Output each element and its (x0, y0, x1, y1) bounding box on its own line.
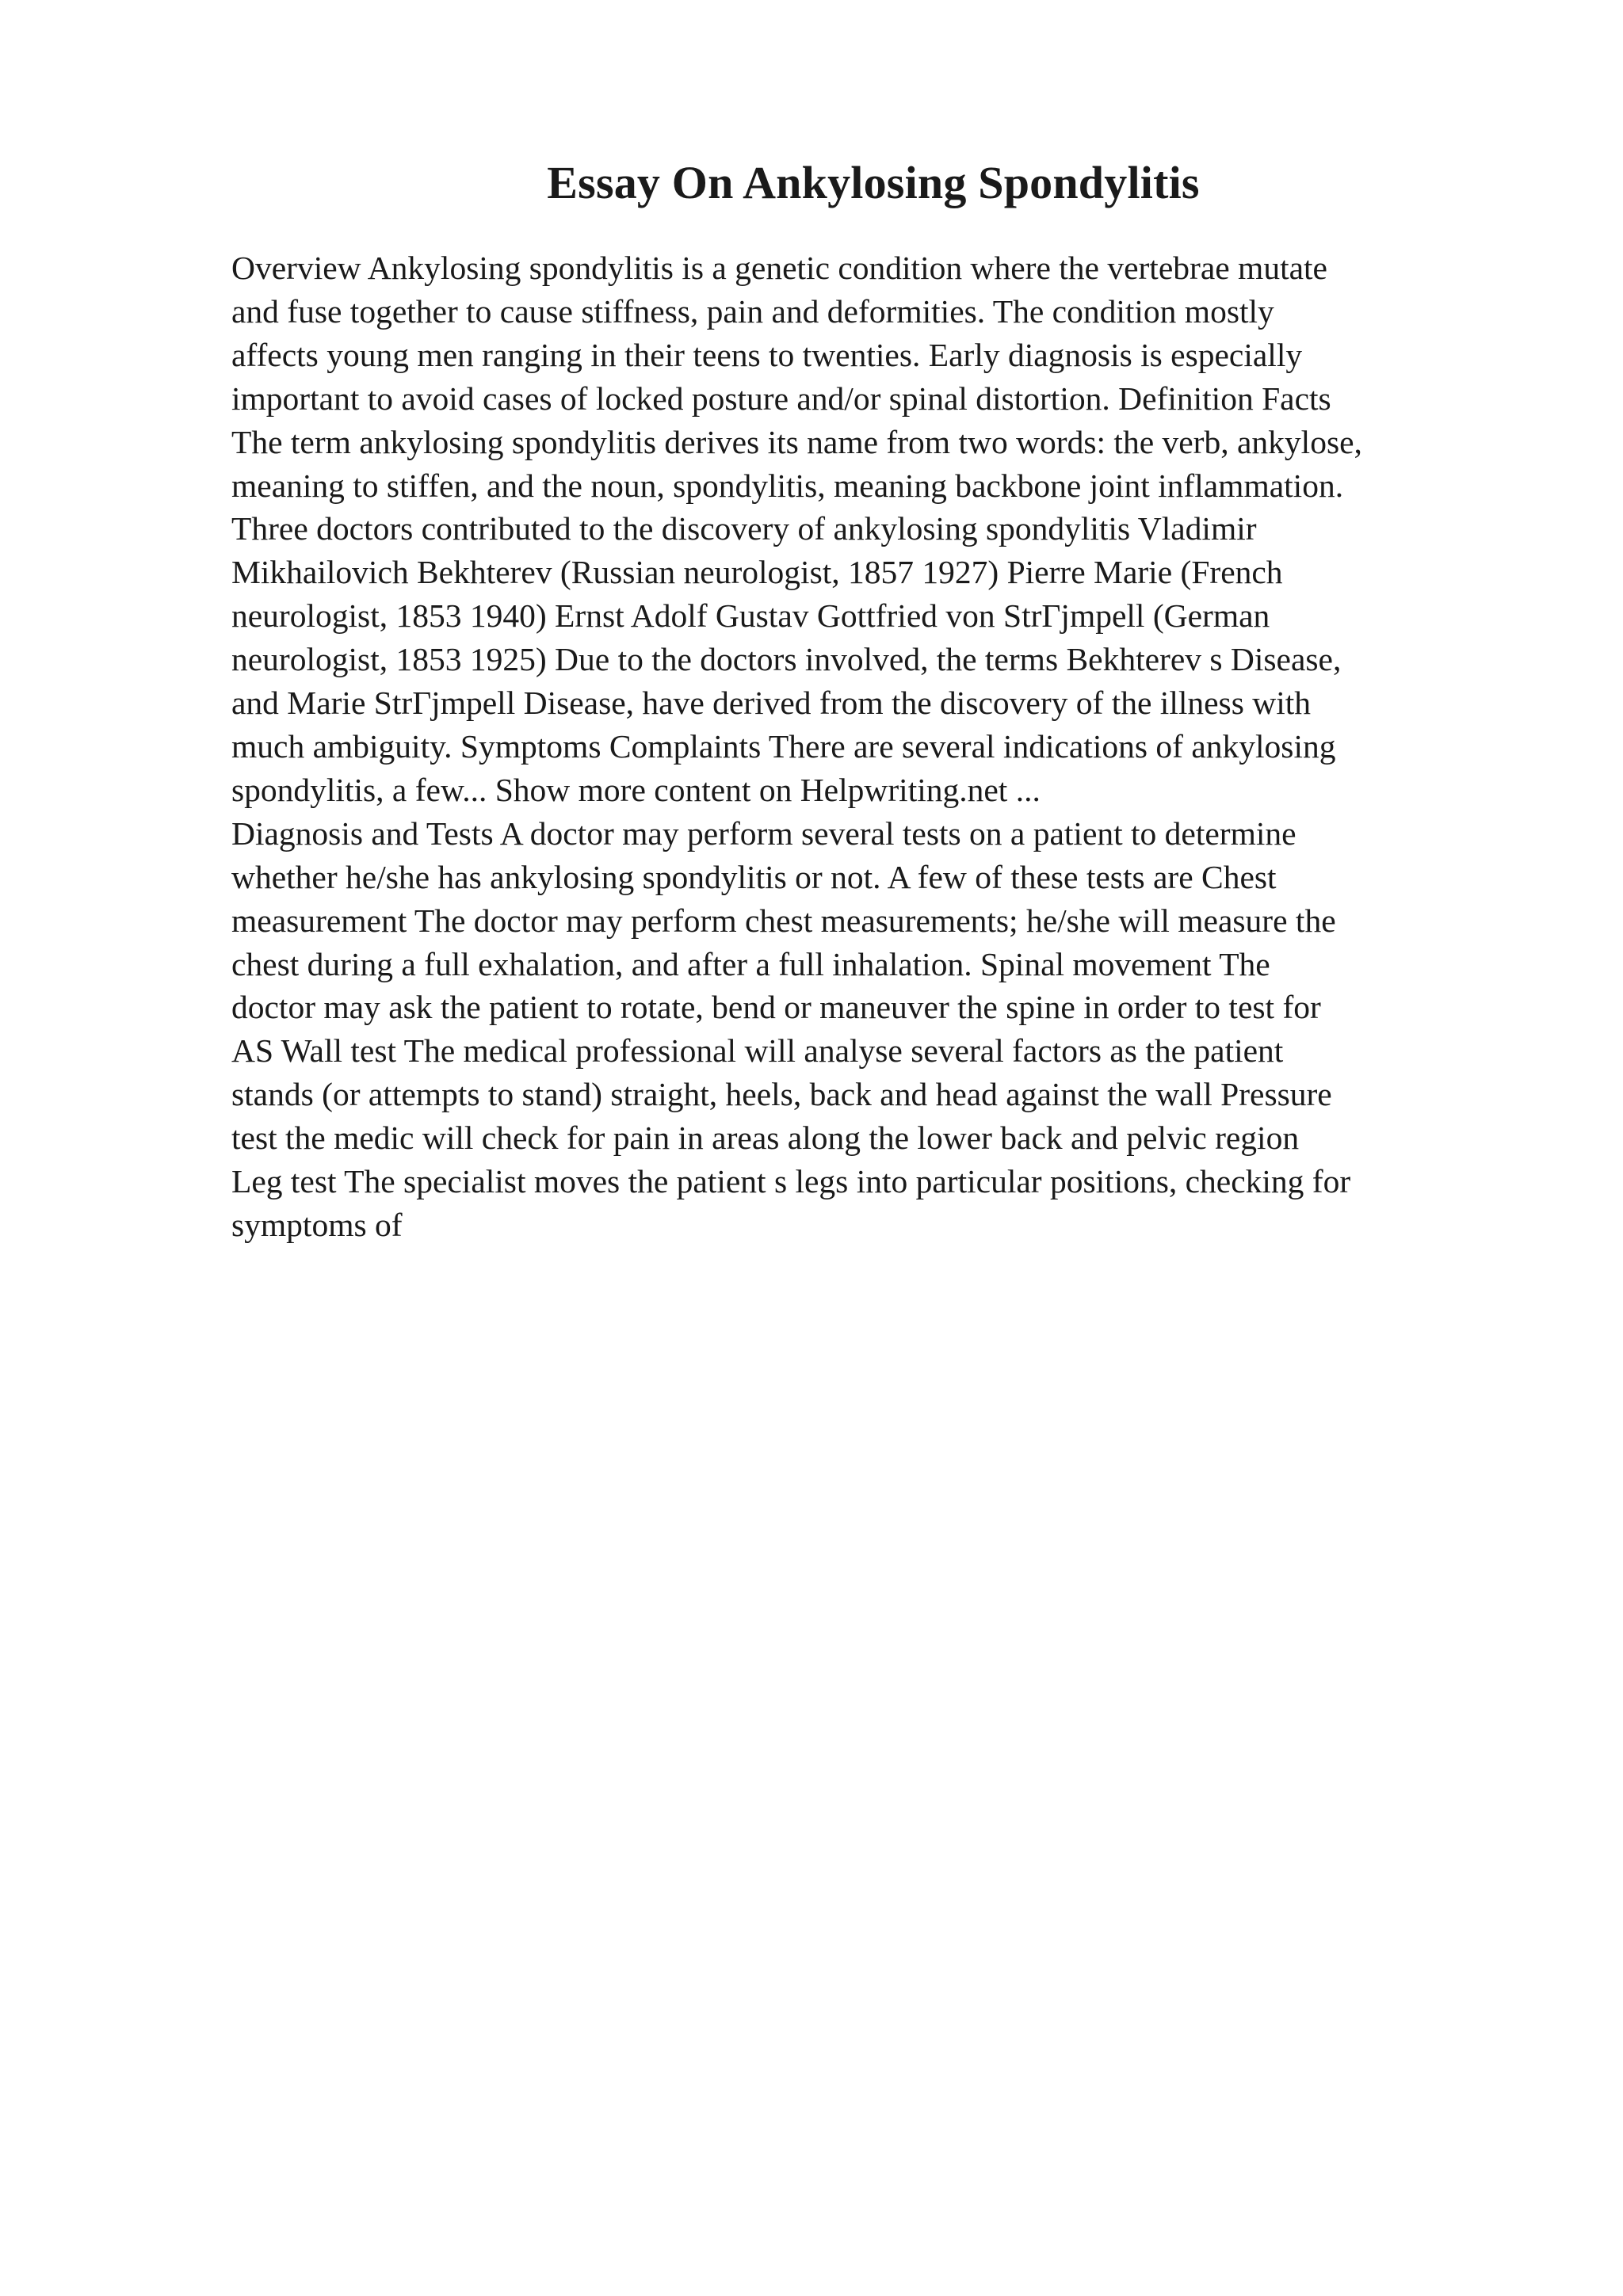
text-line: and Marie StrГjmpell Disease, have derived from the discovery of the illness with (231, 685, 1312, 722)
text-line: affects young men ranging in their teens to twenties. Early diagnosis is especially (231, 336, 1303, 373)
text-line: and fuse together to cause stiffness, pain and deformities. The condition mostly (231, 292, 1274, 330)
text-line: important to avoid cases of locked posture and/or spinal distortion. Definition Facts (231, 379, 1331, 417)
text-line: The term ankylosing spondylitis derives its name from two words: the verb, ankylose, (231, 423, 1362, 460)
text-line: doctor may ask the patient to rotate, bend or maneuver the spine in order to test for (231, 989, 1321, 1026)
text-line: test the medic will check for pain in areas along the lower back and pelvic region (231, 1119, 1300, 1157)
document-body (231, 246, 1531, 1247)
text-line: measurement The doctor may perform chest measurements; he/she will measure the (231, 902, 1336, 939)
text-line: chest during a full exhalation, and after a full inhalation. Spinal movement The (231, 945, 1270, 982)
text-line: Three doctors contributed to the discovery of ankylosing spondylitis Vladimir (231, 510, 1257, 547)
text-line: AS Wall test The medical professional will analyse several factors as the patient (231, 1032, 1284, 1070)
document-title: Essay On Ankylosing Spondylitis (547, 157, 1200, 208)
text-line: Mikhailovich Bekhterev (Russian neurologist, 1857 1927) Pierre Marie (French (231, 554, 1283, 591)
text-line: much ambiguity. Symptoms Complaints There are several indications of ankylosing (231, 727, 1336, 765)
text-line: neurologist, 1853 1940) Ernst Adolf Gustav Gottfried von StrГjmpell (German (231, 597, 1270, 635)
text-line: Diagnosis and Tests A doctor may perform several tests on a patient to determine (231, 814, 1296, 852)
text-line: stands (or attempts to stand) straight, heels, back and head against the wall Pressure (231, 1076, 1332, 1113)
text-line: Leg test The specialist moves the patient s legs into particular positions, checking for (231, 1163, 1351, 1200)
text-line: symptoms of (231, 1206, 403, 1243)
text-line: neurologist, 1853 1925) Due to the doctors involved, the terms Bekhterev s Disease, (231, 641, 1342, 678)
show-more-line: spondylitis, a few... Show more content on Helpwriting.net ... (231, 771, 1041, 808)
text-line: whether he/she has ankylosing spondylitis or not. A few of these tests are Chest (231, 858, 1277, 895)
text-line: Overview Ankylosing spondylitis is a genetic condition where the vertebrae mutate (231, 250, 1327, 286)
text-line: meaning to stiffen, and the noun, spondylitis, meaning backbone joint inflammation. (231, 467, 1344, 504)
